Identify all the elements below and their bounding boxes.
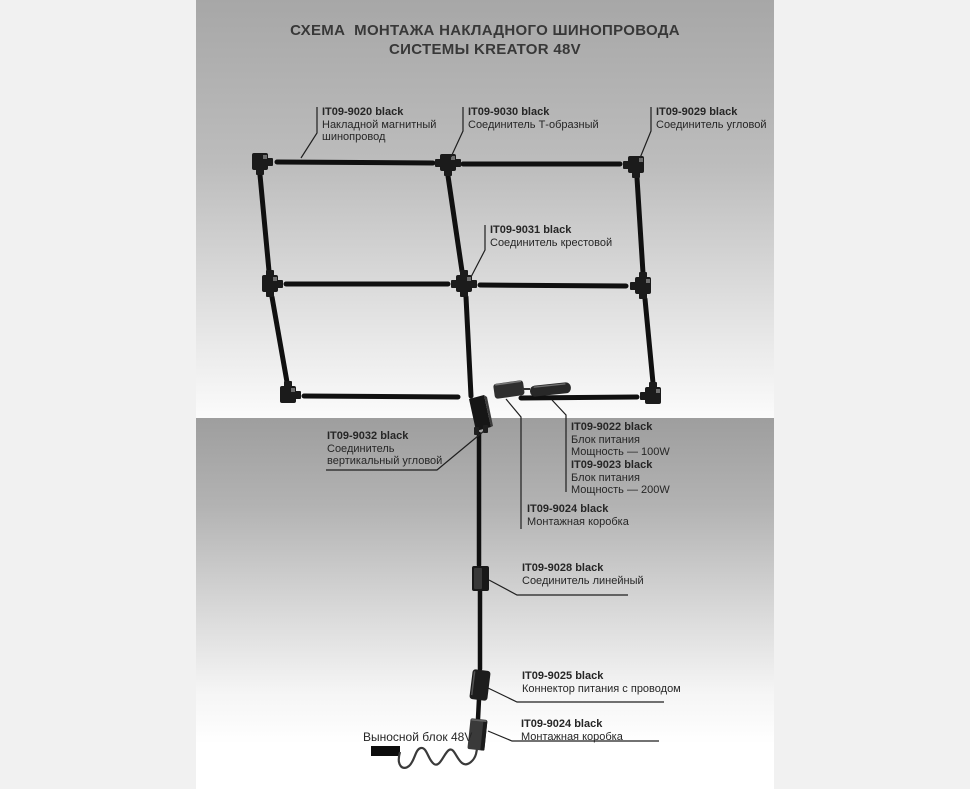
leader-9029 — [640, 107, 651, 158]
part-code: IT09-9024 black — [521, 718, 603, 730]
part-code: IT09-9030 black — [468, 106, 550, 118]
title-line-2: СИСТЕМЫ KREATOR 48V — [389, 41, 581, 58]
t-connector-top — [435, 154, 461, 176]
label-linear-connector-9028 — [522, 562, 644, 587]
track-vert-c — [637, 178, 643, 273]
part-code: IT09-9022 black — [571, 421, 653, 433]
vertical-corner-connector — [469, 395, 493, 435]
title-line-1: СХЕМА МОНТАЖА НАКЛАДНОГО ШИНОПРОВОДА — [290, 22, 680, 39]
part-desc: шинопровод — [322, 131, 386, 143]
wall-track-lower — [478, 699, 479, 719]
part-desc: Коннектор питания с проводом — [522, 682, 681, 695]
corner-connector-top-left — [252, 153, 273, 175]
connectors — [252, 153, 661, 404]
part-code: IT09-9028 black — [522, 562, 604, 574]
part-desc: Соединитель — [327, 442, 395, 455]
remote-power-block — [371, 746, 400, 756]
leader-9030 — [451, 107, 463, 157]
t-connector-mid-left — [262, 270, 283, 297]
track-mid-right — [480, 285, 626, 286]
part-desc: Мощность — 200W — [571, 484, 670, 496]
label-remote-block-48v: Выносной блок 48V — [363, 730, 473, 744]
part-desc: Соединитель угловой — [656, 118, 767, 131]
track-vert-f — [645, 299, 653, 383]
part-desc: Соединитель крестовой — [490, 236, 613, 249]
label-cross-connector-9031 — [490, 224, 612, 249]
power-cable — [399, 748, 477, 768]
leader-9022-9023 — [552, 400, 566, 492]
part-desc: Соединитель Т-образный — [468, 118, 599, 131]
power-feed-connector — [469, 669, 491, 701]
corner-connector-bottom-right — [640, 382, 661, 404]
part-code: IT09-9029 black — [656, 106, 738, 118]
label-vertical-corner-9032 — [327, 430, 442, 468]
part-desc: Блок питания — [571, 433, 640, 446]
label-corner-connector-9029 — [656, 106, 767, 131]
label-t-connector-9030 — [468, 106, 599, 131]
part-code: IT09-9024 black — [527, 503, 609, 515]
part-desc: Блок питания — [571, 471, 640, 484]
part-desc: Соединитель линейный — [522, 574, 644, 587]
leader-9024-top — [506, 399, 521, 529]
track-bottom-left — [304, 396, 458, 397]
label-power-supply-9023 — [571, 459, 670, 497]
track-vert-e — [466, 297, 471, 396]
t-connector-mid-right — [630, 272, 651, 299]
label-mounting-box-9024-top — [527, 503, 629, 528]
part-desc: Накладной магнитный — [322, 118, 437, 131]
part-code: IT09-9023 black — [571, 459, 653, 471]
leader-9031 — [471, 225, 485, 277]
corner-connector-bottom-left — [280, 381, 301, 403]
part-desc: вертикальный угловой — [327, 455, 443, 467]
track-vert-a — [260, 175, 269, 271]
label-mounting-box-9024-bottom — [521, 718, 623, 743]
track-top-left — [277, 162, 433, 163]
part-desc: Монтажная коробка — [521, 730, 623, 743]
part-desc: Монтажная коробка — [527, 515, 629, 528]
label-power-supply-9022 — [571, 421, 670, 459]
part-code: IT09-9020 black — [322, 106, 404, 118]
part-code: IT09-9025 black — [522, 670, 604, 682]
part-desc: Мощность — 100W — [571, 446, 670, 458]
linear-connector — [472, 566, 489, 591]
track-vert-b — [448, 176, 462, 271]
part-code: IT09-9031 black — [490, 224, 572, 236]
leader-9020 — [301, 107, 317, 158]
part-code: IT09-9032 black — [327, 430, 409, 442]
power-supply-unit — [529, 382, 571, 397]
track-vert-d — [272, 297, 287, 382]
track-bottom-right — [521, 397, 637, 398]
corner-connector-top-right — [623, 156, 644, 178]
label-track-9020 — [322, 106, 436, 144]
label-power-connector-9025 — [522, 670, 681, 695]
